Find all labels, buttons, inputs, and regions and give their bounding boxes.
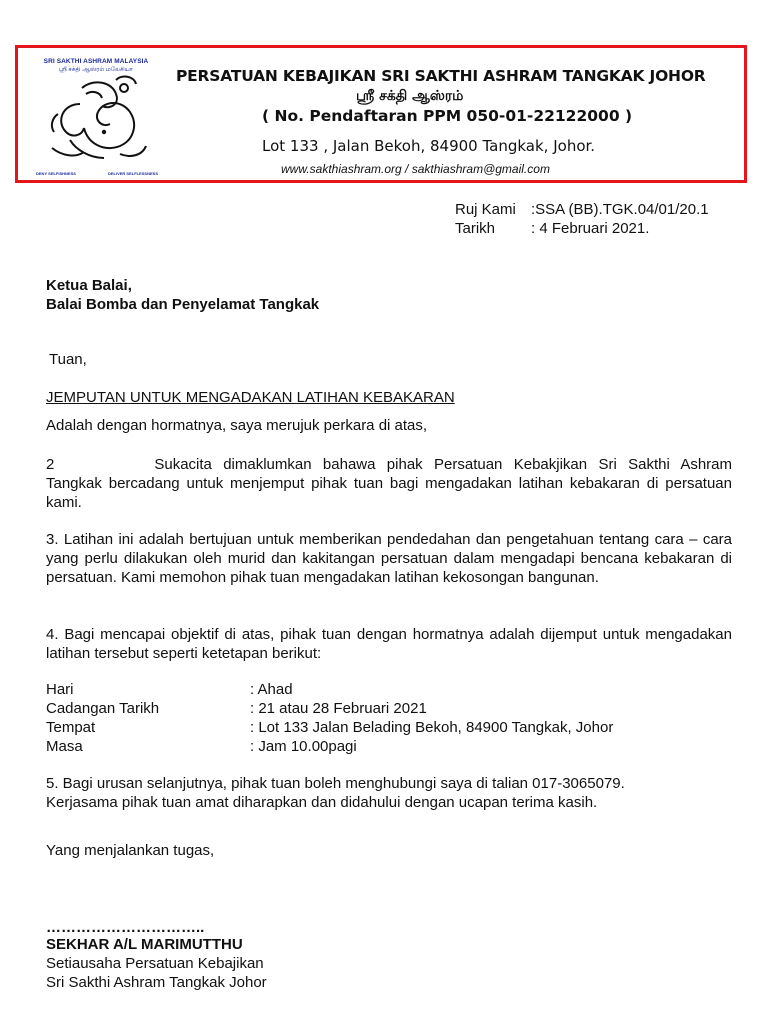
detail-row [46, 699, 427, 718]
date-label: Tarikh [455, 220, 496, 237]
detail-row [46, 718, 613, 737]
organisation-tamil-name: ஸ்ரீ சக்தி ஆஸ்ரம் [356, 88, 464, 104]
letterhead [15, 45, 747, 183]
signatory-title-1: Setiausaha Persatuan Kebajikan [46, 955, 264, 972]
letter-subject: JEMPUTAN UNTUK MENGADAKAN LATIHAN KEBAKARAN [46, 389, 455, 406]
salutation: Tuan, [49, 351, 87, 368]
date-value: : 4 Februari 2021. [531, 220, 650, 237]
logo-tamil-text: ஸ்ரீ சக்தி ஆஸ்ரம் மலேசியா [59, 67, 133, 73]
organisation-address: Lot 133 , Jalan Bekoh, 84900 Tangkak, Johor. [262, 137, 596, 155]
closing-line: Yang menjalankan tugas, [46, 842, 215, 859]
reference-label: Ruj Kami [455, 201, 516, 218]
paragraph-4: 4. Bagi mencapai objektif di atas, pihak tuan dengan hormatnya adalah dijemput untuk mengadakan latihan tersebut seperti ketetapan berikut: [46, 626, 732, 662]
detail-value: : Lot 133 Jalan Belading Bekoh, 84900 Tangkak, Johor [250, 719, 614, 736]
detail-label: Hari [46, 681, 74, 698]
detail-label: Cadangan Tarikh [46, 700, 160, 717]
reference-line [455, 200, 709, 219]
opening-line: Adalah dengan hormatnya, saya merujuk perkara di atas, [46, 417, 428, 434]
paragraph-5-line-1: 5. Bagi urusan selanjutnya, pihak tuan boleh menghubungi saya di talian 017-3065079. [46, 775, 625, 792]
registration-number: ( No. Pendaftaran PPM 050-01-22122000 ) [262, 107, 633, 125]
detail-label: Masa [46, 738, 83, 755]
paragraph-5-line-2: Kerjasama pihak tuan amat diharapkan dan didahului dengan ucapan terima kasih. [46, 794, 598, 811]
logo-top-text: SRI SAKTHI ASHRAM MALAYSIA [43, 58, 149, 65]
detail-row [46, 737, 357, 756]
om-ganesha-icon [42, 74, 150, 164]
paragraph-2-text: Sukacita dimaklumkan bahawa pihak Persatuan Kebakjikan Sri Sakthi Ashram Tangkak bercadang untuk menjemput pihak tuan bagi mengadakan latihan kebakaran di persatuan kami. [46, 456, 732, 511]
detail-value: : Jam 10.00pagi [250, 738, 357, 755]
organisation-name: PERSATUAN KEBAJIKAN SRI SAKTHI ASHRAM TANGKAK JOHOR [176, 67, 706, 85]
recipient-line-1: Ketua Balai, [46, 277, 132, 294]
detail-value: : 21 atau 28 Februari 2021 [250, 700, 427, 717]
logo-bottom-left-text: DENY SELFISHNESS [36, 171, 76, 176]
recipient-line-2: Balai Bomba dan Penyelamat Tangkak [46, 296, 320, 313]
date-line [455, 219, 649, 238]
paragraph-2-number: 2 [46, 456, 55, 473]
paragraph-3: 3. Latihan ini adalah bertujuan untuk memberikan pendedahan dan pengetahuan tentang cara – cara yang perlu dilakukan oleh murid dan kakitangan persatuan dalam mengadapi bencana kebakaran di persatuan. Kami memohon pihak tuan mengadakan latihan kekosongan bangunan. [46, 531, 732, 586]
signature-dots: ………………………….. [46, 919, 205, 936]
reference-value: :SSA (BB).TGK.04/01/20.1 [531, 201, 709, 218]
detail-row [46, 680, 293, 699]
website-email[interactable]: www.sakthiashram.org / sakthiashram@gmail.com [281, 162, 550, 176]
detail-label: Tempat [46, 719, 96, 736]
paragraph-2 [46, 455, 732, 512]
detail-value: : Ahad [250, 681, 293, 698]
signatory-name: SEKHAR A/L MARIMUTTHU [46, 936, 243, 953]
ashram-logo [32, 58, 160, 176]
signatory-title-2: Sri Sakthi Ashram Tangkak Johor [46, 974, 267, 991]
logo-bottom-right-text: DELIVER SELFLESSNESS [107, 171, 158, 176]
